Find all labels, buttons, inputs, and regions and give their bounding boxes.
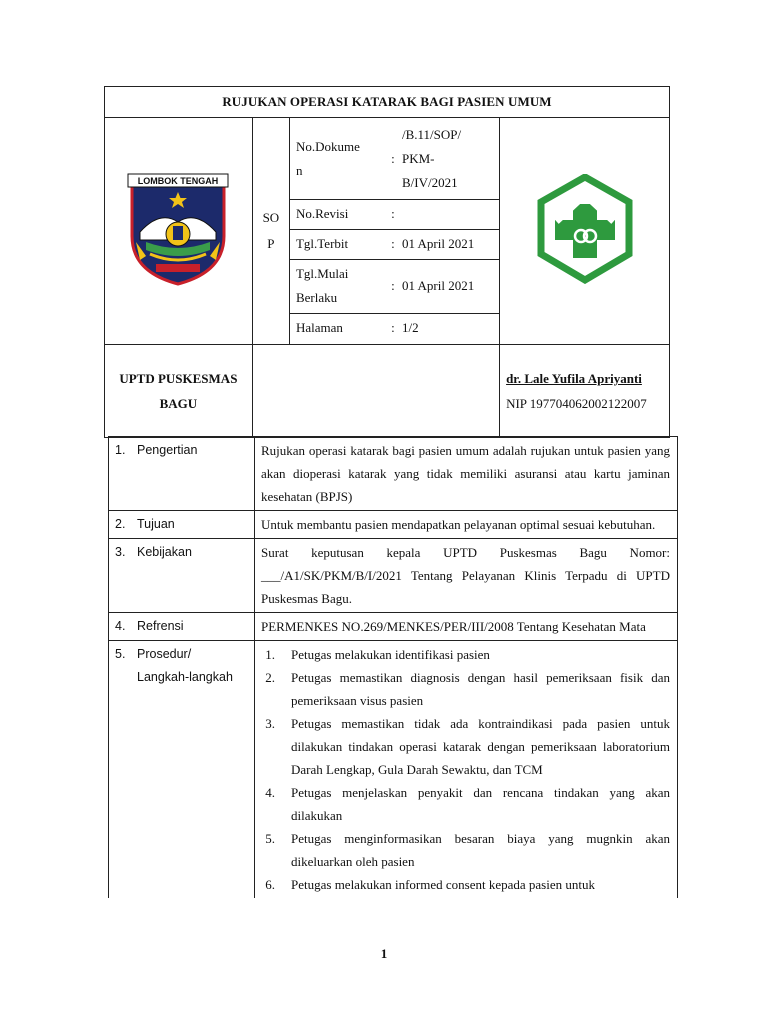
section-label: Refrensi bbox=[137, 619, 184, 633]
colon: : bbox=[384, 229, 402, 259]
list-item bbox=[261, 781, 670, 827]
table-row bbox=[109, 641, 678, 899]
section-steps-prosedur bbox=[255, 641, 678, 899]
tgl-terbit-label: Tgl.Terbit bbox=[290, 229, 384, 259]
sop-label-cell bbox=[252, 118, 289, 345]
no-revisi-value bbox=[402, 199, 499, 229]
section-text-pengertian: Rujukan operasi katarak bagi pasien umum adalah rujukan untuk pasien yang akan dioperasi katarak yang tidak memiliki asuransi atau kartu jaminan kesehatan (BPJS) bbox=[255, 437, 678, 511]
section-label-pengertian bbox=[109, 437, 255, 511]
section-label: Kebijakan bbox=[137, 545, 192, 559]
section-label-kebijakan bbox=[109, 539, 255, 613]
section-number: 2. bbox=[115, 517, 126, 531]
step-number: 4. bbox=[265, 785, 275, 800]
no-dokumen-value bbox=[402, 119, 499, 199]
left-logo-cell bbox=[105, 118, 253, 345]
section-label-refrensi bbox=[109, 613, 255, 641]
colon: : bbox=[391, 320, 395, 336]
unit-name-line-1: UPTD PUSKESMAS bbox=[119, 371, 238, 386]
no-dokumen-label-line-2: n bbox=[295, 162, 303, 178]
section-number: 1. bbox=[115, 443, 126, 457]
step-text: Petugas menginformasikan besaran biaya yang mugnkin akan dikeluarkan oleh pasien bbox=[291, 831, 670, 869]
section-label: Tujuan bbox=[137, 517, 175, 531]
table-row bbox=[109, 437, 678, 511]
page-number: 1 bbox=[380, 946, 388, 961]
no-dokumen-value-line-2: PKM- bbox=[401, 150, 435, 166]
unit-name-cell bbox=[105, 345, 253, 438]
lombok-tengah-emblem-icon bbox=[126, 170, 230, 288]
section-text-kebijakan: Surat keputusan kepala UPTD Puskesmas Bagu Nomor: ___/A1/SK/PKM/B/I/2021 Tentang Pelayanan Klinis Terpadu di UPTD Puskesmas Bagu. bbox=[255, 539, 678, 613]
no-revisi-label: No.Revisi bbox=[290, 199, 384, 229]
list-item bbox=[261, 666, 670, 712]
step-text: Petugas menjelaskan penyakit dan rencana tindakan yang akan dilakukan bbox=[291, 785, 670, 823]
signature-cell bbox=[500, 345, 670, 438]
no-dokumen-value-line-3: B/IV/2021 bbox=[401, 174, 458, 190]
no-dokumen-value-line-1: /B.11/SOP/ bbox=[401, 126, 462, 142]
document-info-cell bbox=[289, 118, 499, 345]
section-label-prosedur bbox=[109, 641, 255, 899]
section-number: 3. bbox=[115, 545, 126, 559]
tgl-mulai-label bbox=[290, 259, 384, 313]
sop-header-table bbox=[104, 86, 670, 438]
signer-name: dr. Lale Yufila Apriyanti bbox=[506, 371, 642, 386]
sop-label-line-1: SO bbox=[262, 210, 280, 225]
tgl-terbit-value: 01 April 2021 bbox=[402, 229, 499, 259]
document-info-table bbox=[290, 119, 499, 343]
table-row bbox=[109, 613, 678, 641]
tgl-mulai-value: 01 April 2021 bbox=[402, 259, 499, 313]
step-text: Petugas melakukan identifikasi pasien bbox=[291, 647, 490, 662]
document-title: RUJUKAN OPERASI KATARAK BAGI PASIEN UMUM bbox=[105, 87, 670, 118]
step-text: Petugas melakukan informed consent kepada pasien untuk bbox=[291, 877, 595, 892]
step-number: 3. bbox=[265, 716, 275, 731]
step-text: Petugas memastikan tidak ada kontraindikasi pada pasien untuk dilakukan tindakan operasi katarak dengan pemeriksaan laboratorium Darah Lengkap, Gula Darah Sewaktu, dan TCM bbox=[291, 716, 670, 777]
tgl-mulai-label-line-2: Berlaku bbox=[295, 290, 338, 305]
signer-nip: NIP 197704062002122007 bbox=[506, 396, 647, 411]
sop-label-line-2: P bbox=[267, 236, 275, 251]
list-item bbox=[261, 873, 670, 896]
no-dokumen-label-line-1: No.Dokume bbox=[295, 138, 360, 154]
list-item bbox=[261, 712, 670, 781]
table-row bbox=[109, 539, 678, 613]
section-number: 5. bbox=[115, 647, 126, 661]
right-logo-cell bbox=[500, 118, 670, 345]
step-text: Petugas memastikan diagnosis dengan hasil pemeriksaan fisik dan pemeriksaan visus pasien bbox=[291, 670, 670, 708]
empty-cell bbox=[252, 345, 499, 438]
step-number: 5. bbox=[265, 831, 275, 846]
colon: : bbox=[384, 199, 402, 229]
section-label: Pengertian bbox=[137, 443, 198, 457]
colon: : bbox=[384, 259, 402, 313]
step-number: 6. bbox=[265, 877, 275, 892]
halaman-label: Halaman bbox=[295, 320, 343, 336]
colon: : bbox=[384, 119, 402, 199]
section-number: 4. bbox=[115, 619, 126, 633]
section-label-tujuan bbox=[109, 511, 255, 539]
sop-content-table bbox=[108, 436, 678, 898]
list-item bbox=[261, 827, 670, 873]
halaman-value: 1/2 bbox=[401, 320, 419, 336]
procedure-step-list bbox=[261, 643, 670, 896]
puskesmas-logo-icon bbox=[537, 174, 633, 284]
section-text-tujuan: Untuk membantu pasien mendapatkan pelayanan optimal sesuai kebutuhan. bbox=[255, 511, 678, 539]
list-item bbox=[261, 643, 670, 666]
step-number: 2. bbox=[265, 670, 275, 685]
section-label: Prosedur/ bbox=[137, 647, 192, 661]
unit-name-line-2: BAGU bbox=[159, 396, 198, 411]
table-row bbox=[109, 511, 678, 539]
emblem-banner-text: LOMBOK TENGAH bbox=[138, 176, 219, 186]
section-label-line-2: Langkah-langkah bbox=[137, 670, 233, 684]
no-dokumen-label bbox=[290, 119, 384, 199]
step-number: 1. bbox=[265, 647, 275, 662]
section-text-refrensi: PERMENKES NO.269/MENKES/PER/III/2008 Tentang Kesehatan Mata bbox=[255, 613, 678, 641]
tgl-mulai-label-line-1: Tgl.Mulai bbox=[295, 266, 349, 281]
